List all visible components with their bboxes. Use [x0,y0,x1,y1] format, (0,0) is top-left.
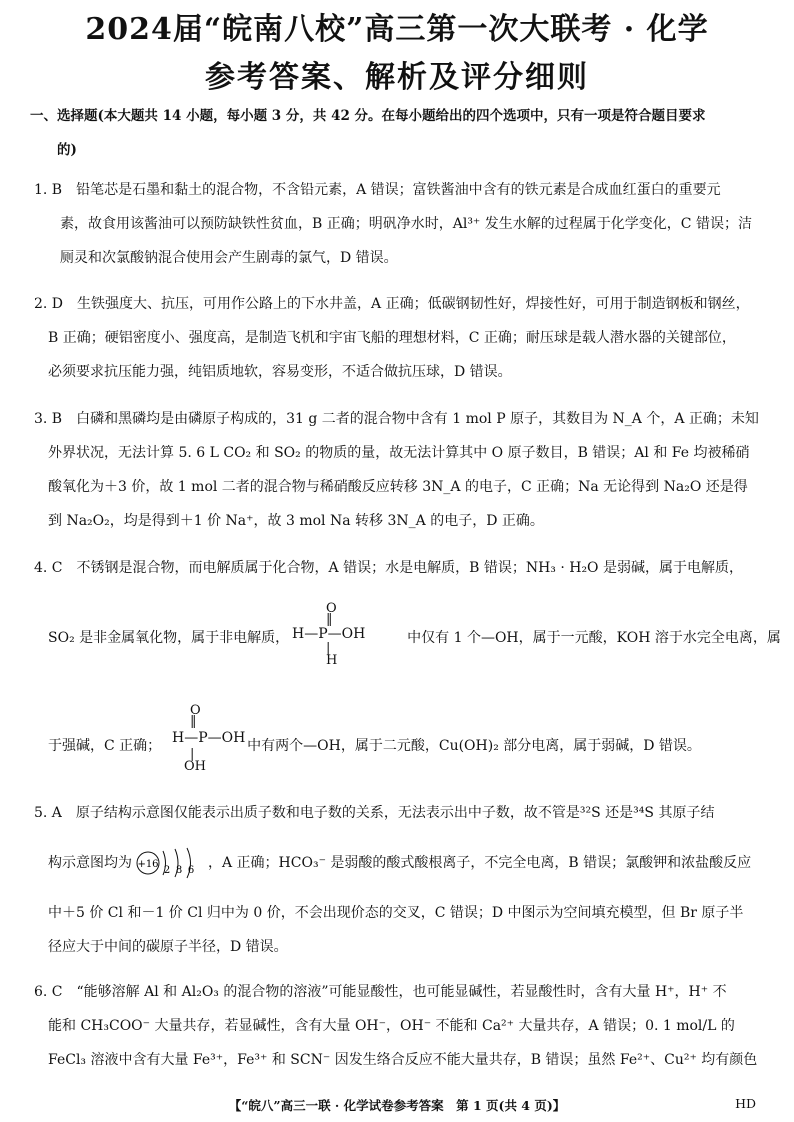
s2-bar: | [190,747,195,762]
q6-line1: 6. C “能够溶解 Al 和 Al₂O₃ 的混合物的溶液”可能显酸性，也可能显碱性，若显酸性时，含有大量 H⁺，H⁺ 不 [34,984,727,1000]
question-5 [34,797,762,957]
s1-dbl: ‖ [326,612,333,627]
s2-top: O [190,703,201,718]
s1-mid: H—P—OH [292,626,366,642]
q5-line4: 径应大于中间的碳原子半径，D 错误。 [48,939,288,955]
q4-line3-text-b: 中有两个—OH，属于二元酸，Cu(OH)₂ 部分电离，属于弱碱，D 错误。 [247,738,701,754]
footer-text: 【“皖八”高三一联 · 化学试卷参考答案 第 1 页(共 4 页)】 [228,1098,566,1113]
atom-shell-3: 6 [187,865,195,876]
q3-line2: 外界状况，无法计算 5. 6 L CO₂ 和 SO₂ 的物质的量，故无法计算其中 O 原子数目，B 错误；Al 和 Fe 均被稀硝 [48,445,750,461]
q4-line2 [48,622,781,655]
question-2 [34,288,762,398]
sulfur-atom-structure-icon [134,847,206,879]
q2-line1: 2. D 生铁强度大、抗压，可用作公路上的下水井盖，A 正确；低碳钢韧性好，焊接性好，可用于制造钢板和钢丝， [34,296,750,312]
phosphorous-acid-structure-2 [172,704,245,774]
question-1 [34,174,762,284]
q5-line1: 5. A 原子结构示意图仅能表示出质子数和电子数的关系，无法表示出中子数，故不管是³²S 还是³⁴S 其原子结 [34,805,715,821]
q6-line2: 能和 CH₃COO⁻ 大量共存，若显碱性，含有大量 OH⁻，OH⁻ 不能和 Ca²⁺ 大量共存，A 错误；0. 1 mol/L 的 [48,1018,735,1034]
q2-line3: 必须要求抗压能力强，纯铝质地软，容易变形，不适合做抗压球，D 错误。 [48,364,512,380]
question-4 [34,552,781,792]
section-heading-line2: 的) [57,142,77,158]
q5-line2 [48,847,751,880]
q3-line4: 到 Na₂O₂，均是得到＋1 价 Na⁺，故 3 mol Na 转移 3N_A 的电子，D 正确。 [48,513,544,529]
q5-line3: 中＋5 价 Cl 和－1 价 Cl 归中为 0 价，不会出现价态的交叉，C 错误；D 中图示为空间填充模型，但 Br 原子半 [48,905,744,921]
page-title: 2024届“皖南八校”高三第一次大联考 · 化学 [85,12,709,47]
q6-line3: FeCl₃ 溶液中含有大量 Fe³⁺，Fe³⁺ 和 SCN⁻ 因发生络合反应不能大量共存，B 错误；虽然 Fe²⁺、Cu²⁺ 均有颜色 [48,1052,758,1068]
q4-line2-text-a: SO₂ 是非金属氧化物，属于非电解质， [48,630,290,646]
q4-line3 [48,730,701,763]
atom-nucleus: +16 [137,859,159,870]
q4-line1: 4. C 不锈钢是混合物，而电解质属于化合物，A 错误；水是电解质，B 错误；NH₃ · H₂O 是弱碱，属于电解质， [34,560,743,576]
atom-shell-2: 8 [175,865,183,876]
question-6 [34,976,762,1086]
q1-line3: 厕灵和次氯酸钠混合使用会产生剧毒的氯气，D 错误。 [60,250,398,266]
section-heading [30,106,770,160]
q3-line1: 3. B 白磷和黑磷均是由磷原子构成的，31 g 二者的混合物中含有 1 mol P 原子，其数目为 N_A 个，A 正确；未知 [34,411,759,427]
page-subtitle: 参考答案、解析及评分细则 [205,60,589,95]
q5-line2-text-b: ，A 正确；HCO₃⁻ 是弱酸的酸式酸根离子，不完全电离，B 错误；氯酸钾和浓盐酸反应 [208,855,752,871]
s1-top: O [326,601,337,616]
q4-line2-text-b: 中仅有 1 个—OH，属于一元酸，KOH 溶于水完全电离，属 [407,630,781,646]
s2-dbl: ‖ [190,714,197,729]
q5-line2-text-a: 构示意图均为 [48,855,132,871]
footer-code: HD [735,1096,756,1111]
s2-bottom: OH [184,759,206,774]
s1-bottom: H [326,653,338,668]
q4-line3-text-a: 于强碱，C 正确； [48,738,162,754]
atom-shell-1: 2 [163,865,171,876]
question-3 [34,403,762,548]
q1-line2: 素，故食用该酱油可以预防缺铁性贫血，B 正确；明矾净水时，Al³⁺ 发生水解的过程属于化学变化，C 错误；洁 [60,216,752,232]
s2-mid: H—P—OH [172,730,246,746]
s1-bar: | [326,641,331,656]
phosphorous-acid-structure-1 [292,602,365,668]
section-heading-line1: 一、选择题(本大题共 14 小题，每小题 3 分，共 42 分。在每小题给出的四个选项中，只有一项是符合题目要求 [30,108,706,124]
q3-line3: 酸氧化为＋3 价，故 1 mol 二者的混合物与稀硝酸反应转移 3N_A 的电子，C 正确；Na 无论得到 Na₂O 还是得 [48,479,748,495]
q1-line1: 1. B 铅笔芯是石墨和黏土的混合物，不含铅元素，A 错误；富铁酱油中含有的铁元素是合成血红蛋白的重要元 [34,182,721,198]
q2-line2: B 正确；硬铝密度小、强度高，是制造飞机和宇宙飞船的理想材料，C 正确；耐压球是载人潜水器的关键部位， [48,330,736,346]
page-footer [0,1096,794,1114]
